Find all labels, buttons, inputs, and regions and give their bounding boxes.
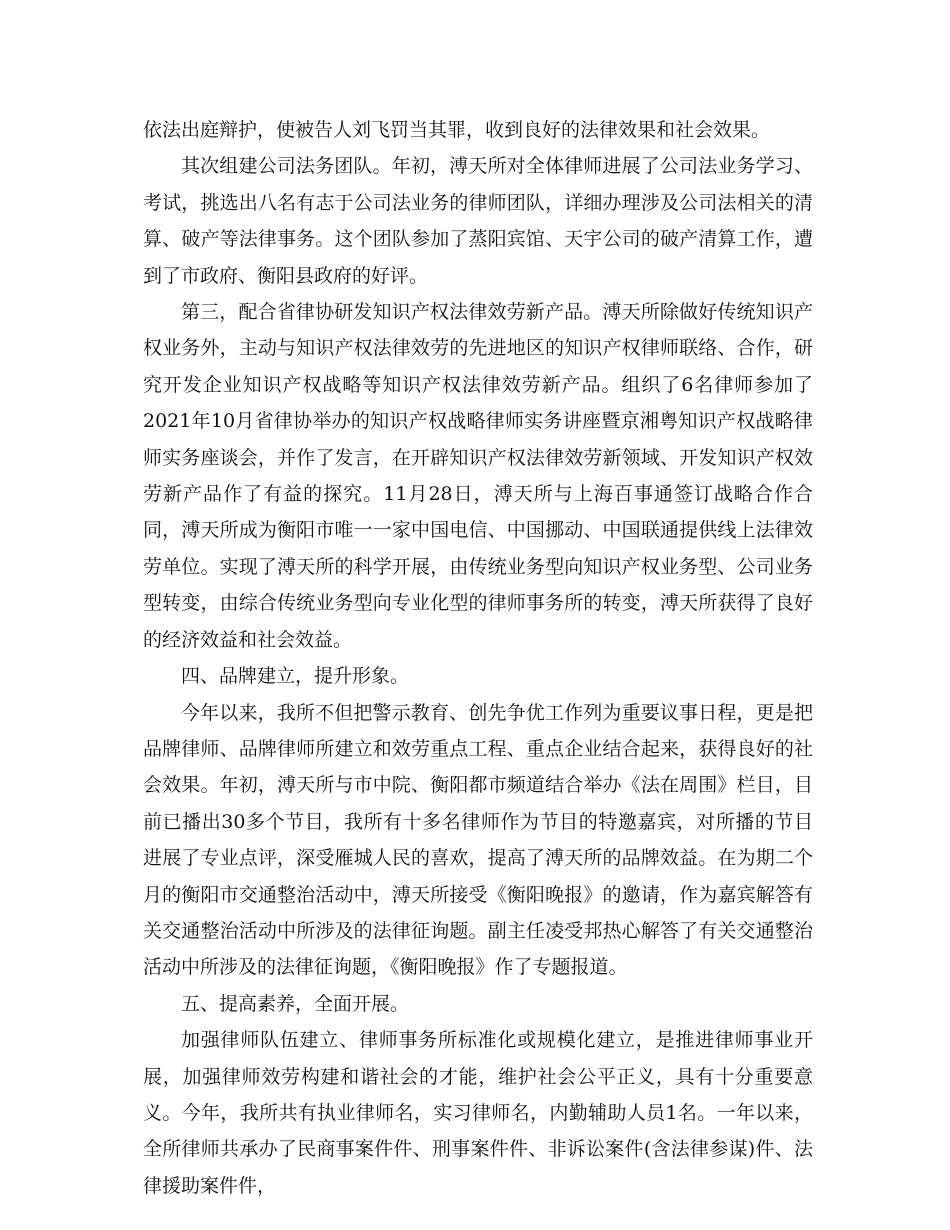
section-heading-brand: 四、品牌建立，提升形象。	[181, 665, 410, 688]
section-heading-quality: 五、提高素养，全面开展。	[181, 992, 410, 1015]
paragraph-ip-products: 第三，配合省律协研发知识产权法律效劳新产品。溥天所除做好传统知识产权业务外，主动与知识产权法律效劳的先进地区的知识产权律师联络、合作，研究开发企业知识产权战略等知识产权法律效劳新产品。组织了6名律师参加了2021年10月省律协举办的知识产权战略律师实务讲座暨京湘粤知识产权战略律师实务座谈会，并作了发言，在开辟知识产权法律效劳新领域、开发知识产权效劳新产品作了有益的探究。11月28日，溥天所与上海百事通签订战略合作合同，溥天所成为衡阳市唯一一家中国电信、中国挪动、中国联通提供线上法律效劳单位。实现了溥天所的科学开展，由传统业务型向知识产权业务型、公司业务型转变，由综合传统业务型向专业化型的律师事务所的转变，溥天所获得了良好的经济效益和社会效益。	[143, 301, 813, 651]
paragraph-continuation: 依法出庭辩护，使被告人刘飞罚当其罪，收到良好的法律效果和社会效果。	[143, 119, 771, 141]
paragraph-brand-building: 今年以来，我所不但把警示教育、创先争优工作列为重要议事日程，更是把品牌律师、品牌律师所建立和效劳重点工程、重点企业结合起来，获得良好的社会效果。年初，溥天所与市中院、衡阳都市频道结合举办《法在周围》栏目，目前已播出30多个节目，我所有十多名律师作为节目的特邀嘉宾，对所播的节目进展了专业点评，深受雁城人民的喜欢，提高了溥天所的品牌效益。在为期二个月的衡阳市交通整治活动中，溥天所接受《衡阳晚报》的邀请，作为嘉宾解答有关交通整治活动中所涉及的法律征询题。副主任凌受邦热心解答了有关交通整治活动中所涉及的法律征询题，《衡阳晚报》作了专题报道。	[143, 701, 813, 979]
document-body	[143, 112, 813, 1204]
paragraph-team-building: 加强律师队伍建立、律师事务所标准化或规模化建立，是推进律师事业开展，加强律师效劳构建和谐社会的才能，维护社会公平正义，具有十分重要意义。今年，我所共有执业律师名，实习律师名，内勤辅助人员1名。一年以来，全所律师共承办了民商事案件件、刑事案件件、非诉讼案件(含法律参谋)件、法律援助案件件，	[143, 1029, 813, 1197]
paragraph-legal-team: 其次组建公司法务团队。年初，溥天所对全体律师进展了公司法业务学习、考试，挑选出八名有志于公司法业务的律师团队，详细办理涉及公司法相关的清算、破产等法律事务。这个团队参加了蒸阳宾馆、天宇公司的破产清算工作，遭到了市政府、衡阳县政府的好评。	[143, 155, 813, 287]
